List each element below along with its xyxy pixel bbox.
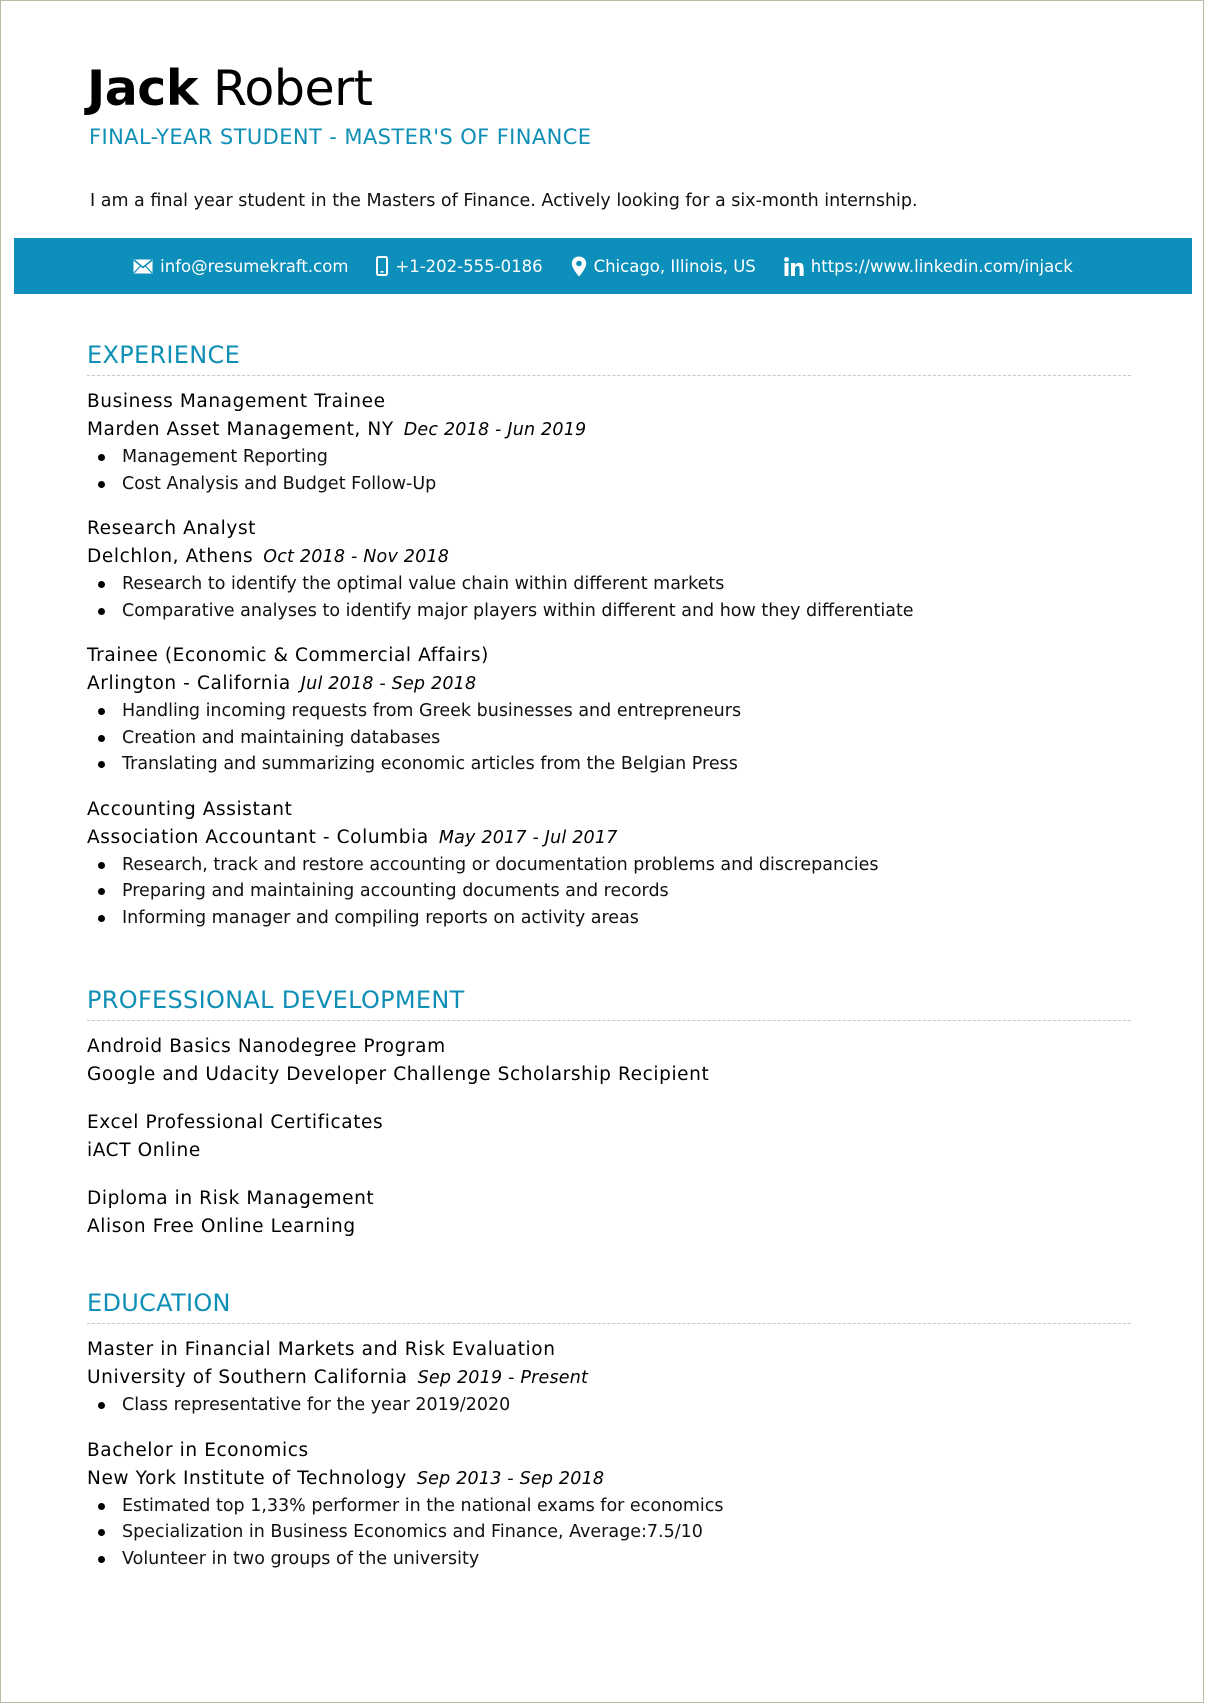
bullet-list — [87, 1392, 1131, 1419]
organization: Association Accountant - Columbia — [87, 826, 429, 848]
experience-entry — [87, 642, 1131, 778]
date-range: May 2017 - Jul 2017 — [438, 827, 618, 848]
list-item: Volunteer in two groups of the university — [87, 1546, 1131, 1573]
email-text: info@resumekraft.com — [160, 256, 349, 276]
certificate-title: Diploma in Risk Management — [87, 1188, 375, 1209]
school-name: New York Institute of Technology — [87, 1467, 407, 1489]
certificate-title: Excel Professional Certificates — [87, 1112, 384, 1133]
list-item: Estimated top 1,33% performer in the national exams for economics — [87, 1493, 1131, 1520]
organization: Marden Asset Management, NY — [87, 419, 394, 440]
role-title: Research Analyst — [87, 518, 257, 539]
experience-entry — [87, 796, 1131, 932]
contact-email[interactable] — [133, 257, 348, 276]
experience-heading: EXPERIENCE — [87, 341, 241, 369]
certificate-title: Android Basics Nanodegree Program — [87, 1036, 446, 1057]
list-item: Specialization in Business Economics and Finance, Average:7.5/10 — [87, 1519, 1131, 1546]
education-section — [87, 1286, 1131, 1572]
bullet-list — [87, 571, 1131, 624]
date-range: Sep 2013 - Sep 2018 — [416, 1468, 605, 1489]
section-divider — [87, 1020, 1131, 1021]
list-item: Class representative for the year 2019/2020 — [87, 1392, 1131, 1419]
role-title: Business Management Trainee — [87, 391, 386, 412]
map-pin-icon — [571, 256, 587, 277]
contact-linkedin[interactable] — [784, 257, 1073, 276]
date-range: Oct 2018 - Nov 2018 — [263, 547, 450, 567]
list-item: Research to identify the optimal value chain within different markets — [87, 571, 1131, 598]
experience-entry — [87, 515, 1131, 624]
bullet-list — [87, 852, 1131, 932]
contact-phone[interactable] — [376, 256, 542, 276]
mobile-phone-icon — [376, 256, 388, 276]
name-heading — [87, 58, 372, 120]
list-item: Management Reporting — [87, 444, 1131, 471]
education-entry — [87, 1437, 1131, 1573]
summary: I am a final year student in the Masters of Finance. Actively looking for a six-month internship. — [90, 191, 918, 211]
degree-title: Bachelor in Economics — [87, 1439, 309, 1461]
bullet-list — [87, 698, 1131, 778]
envelope-icon — [133, 259, 153, 274]
list-item: Comparative analyses to identify major players within different and how they differentiate — [87, 598, 1131, 625]
section-divider — [87, 1323, 1131, 1324]
education-heading: EDUCATION — [87, 1289, 231, 1317]
first-name: Jack — [87, 60, 198, 117]
organization: Delchlon, Athens — [87, 546, 254, 567]
certificate-entry — [87, 1109, 1131, 1165]
linkedin-icon — [784, 257, 804, 276]
role-title: Accounting Assistant — [87, 798, 293, 820]
certificate-entry — [87, 1033, 1131, 1089]
list-item: Creation and maintaining databases — [87, 725, 1131, 752]
role-title: Trainee (Economic & Commercial Affairs) — [87, 645, 489, 666]
list-item: Research, track and restore accounting or documentation problems and discrepancies — [87, 852, 1131, 879]
school-name: University of Southern California — [87, 1367, 408, 1388]
list-item: Informing manager and compiling reports on activity areas — [87, 905, 1131, 932]
phone-text: +1-202-555-0186 — [395, 256, 543, 276]
list-item: Cost Analysis and Budget Follow-Up — [87, 471, 1131, 498]
location-text: Chicago, Illinois, US — [593, 256, 756, 276]
list-item: Handling incoming requests from Greek businesses and entrepreneurs — [87, 698, 1131, 725]
bullet-list — [87, 444, 1131, 497]
contact-bar — [14, 238, 1192, 294]
organization: Arlington - California — [87, 673, 291, 694]
contact-location — [571, 256, 756, 277]
section-divider — [87, 375, 1131, 376]
certificate-issuer: iACT Online — [87, 1140, 201, 1161]
date-range: Dec 2018 - Jun 2019 — [403, 420, 587, 440]
professional-development-section — [87, 983, 1131, 1241]
experience-section — [87, 338, 1131, 931]
list-item: Translating and summarizing economic articles from the Belgian Press — [87, 751, 1131, 778]
linkedin-text: https://www.linkedin.com/injack — [810, 256, 1073, 276]
certificate-entry — [87, 1185, 1131, 1241]
degree-title: Master in Financial Markets and Risk Evaluation — [87, 1339, 556, 1360]
certificate-issuer: Google and Udacity Developer Challenge Scholarship Recipient — [87, 1064, 710, 1085]
experience-entry — [87, 388, 1131, 497]
job-title: FINAL-YEAR STUDENT - MASTER'S OF FINANCE — [89, 125, 592, 149]
education-entry — [87, 1336, 1131, 1419]
date-range: Jul 2018 - Sep 2018 — [300, 674, 477, 694]
last-name: Robert — [213, 60, 373, 117]
bullet-list — [87, 1493, 1131, 1573]
date-range: Sep 2019 - Present — [417, 1368, 589, 1388]
certificate-issuer: Alison Free Online Learning — [87, 1216, 356, 1237]
list-item: Preparing and maintaining accounting documents and records — [87, 878, 1131, 905]
professional-development-heading: PROFESSIONAL DEVELOPMENT — [87, 986, 465, 1014]
